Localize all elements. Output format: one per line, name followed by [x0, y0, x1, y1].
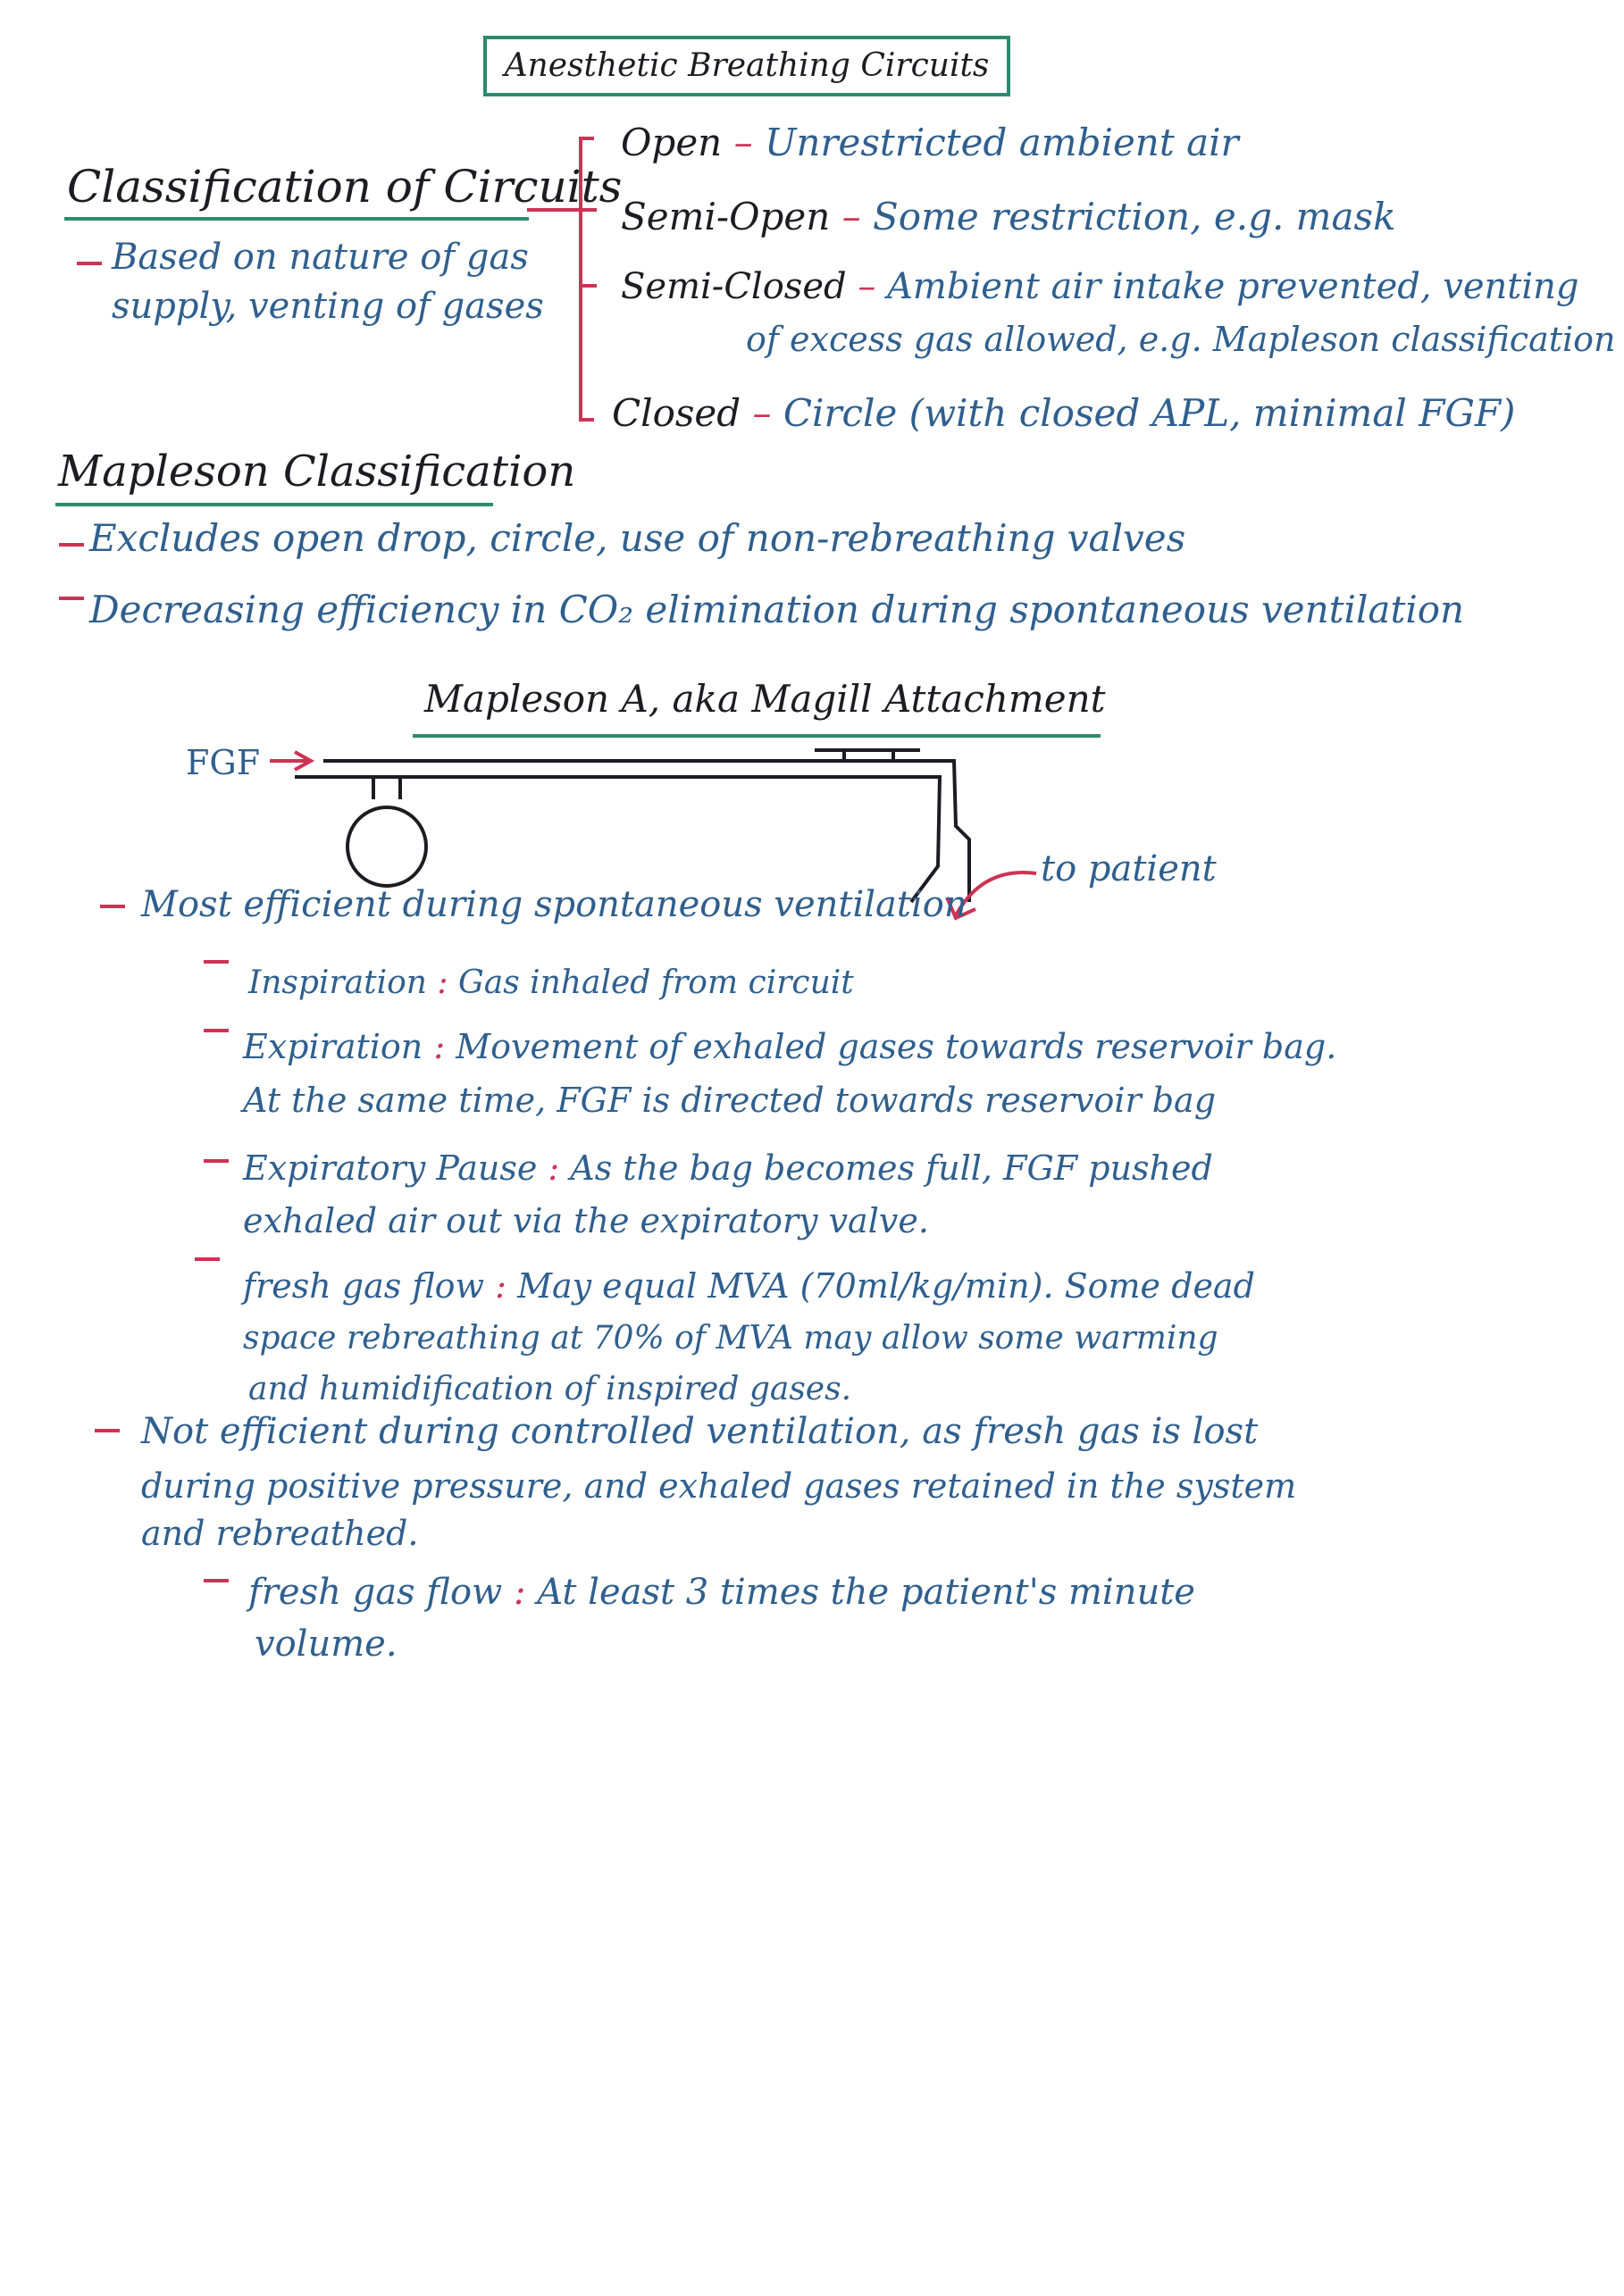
classification-bracket	[527, 129, 607, 433]
type-open: Open – Unrestricted ambient air	[621, 121, 1239, 164]
controlled-line-3: and rebreathed.	[141, 1514, 419, 1553]
controlled-fgf-text-2: volume.	[255, 1624, 398, 1665]
bullet-dash	[204, 1579, 229, 1582]
phase-inspiration-text: Gas inhaled from circuit	[457, 964, 854, 1001]
type-semi-closed-name: Semi-Closed	[621, 266, 847, 307]
mapleson-a-underline	[413, 734, 1101, 738]
to-patient-label: to patient	[1041, 848, 1217, 889]
phase-expiratory-pause: Expiratory Pause : As the bag becomes full, FGF pushed	[243, 1148, 1213, 1188]
spontaneous-heading: Most efficient during spontaneous ventilation	[141, 884, 967, 925]
bullet-dash	[204, 1029, 229, 1032]
controlled-fresh-gas-flow: fresh gas flow : At least 3 times the patient's minute	[248, 1572, 1195, 1613]
phase-fresh-gas-flow-label: fresh gas flow	[243, 1266, 485, 1306]
type-semi-open: Semi-Open – Some restriction, e.g. mask	[621, 195, 1396, 238]
fgf-label: FGF	[186, 743, 261, 782]
mapleson-a-heading: Mapleson A, aka Magill Attachment	[424, 677, 1106, 721]
bullet-dash	[204, 960, 229, 964]
controlled-line-1: Not efficient during controlled ventilation, as fresh gas is lost	[141, 1411, 1259, 1452]
type-semi-closed-desc-2: of excess gas allowed, e.g. Mapleson classification	[746, 320, 1616, 359]
phase-inspiration-label: Inspiration	[248, 964, 427, 1001]
bullet-dash	[59, 597, 84, 600]
phase-fresh-gas-flow-text-1: May equal MVA (70ml/kg/min). Some dead	[517, 1266, 1255, 1306]
type-semi-closed-desc: Ambient air intake prevented, venting	[887, 266, 1579, 307]
mapleson-underline	[55, 503, 493, 506]
type-closed-name: Closed	[612, 391, 741, 435]
mapleson-heading: Mapleson Classification	[58, 447, 576, 497]
controlled-line-2: during positive pressure, and exhaled gases retained in the system	[141, 1466, 1297, 1506]
phase-expiratory-pause-label: Expiratory Pause	[243, 1148, 538, 1188]
phase-expiratory-pause-text-1: As the bag becomes full, FGF pushed	[570, 1148, 1213, 1188]
bullet-dash	[77, 262, 102, 265]
phase-expiration-text-1: Movement of exhaled gases towards reservoir bag.	[456, 1027, 1337, 1066]
bullet-dash	[59, 543, 84, 547]
phase-expiration: Expiration : Movement of exhaled gases towards reservoir bag.	[243, 1027, 1337, 1066]
bullet-dash	[100, 905, 125, 908]
phase-expiratory-pause-text-2: exhaled air out via the expiratory valve.	[243, 1201, 929, 1240]
phase-fresh-gas-flow: fresh gas flow : May equal MVA (70ml/kg/min). Some dead	[243, 1266, 1255, 1306]
classification-note-line-2: supply, venting of gases	[112, 286, 544, 327]
type-semi-open-name: Semi-Open	[621, 195, 831, 238]
phase-inspiration: Inspiration : Gas inhaled from circuit	[248, 964, 854, 1001]
mapleson-point-2: Decreasing efficiency in CO₂ elimination during spontaneous ventilation	[89, 588, 1465, 631]
bullet-dash	[95, 1429, 120, 1432]
mapleson-point-1: Excludes open drop, circle, use of non-rebreathing valves	[89, 516, 1186, 560]
type-semi-open-desc: Some restriction, e.g. mask	[873, 195, 1396, 238]
classification-heading: Classification of Circuits	[67, 161, 623, 213]
reservoir-bag-icon	[347, 807, 426, 886]
controlled-fgf-label: fresh gas flow	[248, 1572, 503, 1613]
bullet-dash	[195, 1257, 220, 1261]
classification-note-line-1: Based on nature of gas	[112, 237, 529, 278]
type-open-name: Open	[621, 121, 723, 164]
page-title: Anesthetic Breathing Circuits	[483, 36, 1010, 96]
type-semi-closed: Semi-Closed – Ambient air intake prevented, venting	[621, 266, 1579, 307]
type-open-desc: Unrestricted ambient air	[764, 121, 1239, 164]
classification-underline	[64, 217, 529, 221]
phase-expiration-label: Expiration	[243, 1027, 423, 1066]
phase-expiration-text-2: At the same time, FGF is directed towards reservoir bag	[243, 1081, 1217, 1120]
type-closed-desc: Circle (with closed APL, minimal FGF)	[783, 391, 1516, 435]
bullet-dash	[204, 1159, 229, 1163]
phase-fresh-gas-flow-text-2: space rebreathing at 70% of MVA may allow some warming	[243, 1320, 1218, 1357]
controlled-fgf-text-1: At least 3 times the patient's minute	[537, 1572, 1195, 1613]
type-closed: Closed – Circle (with closed APL, minimal FGF)	[612, 391, 1516, 435]
phase-fresh-gas-flow-text-3: and humidification of inspired gases.	[248, 1371, 852, 1407]
